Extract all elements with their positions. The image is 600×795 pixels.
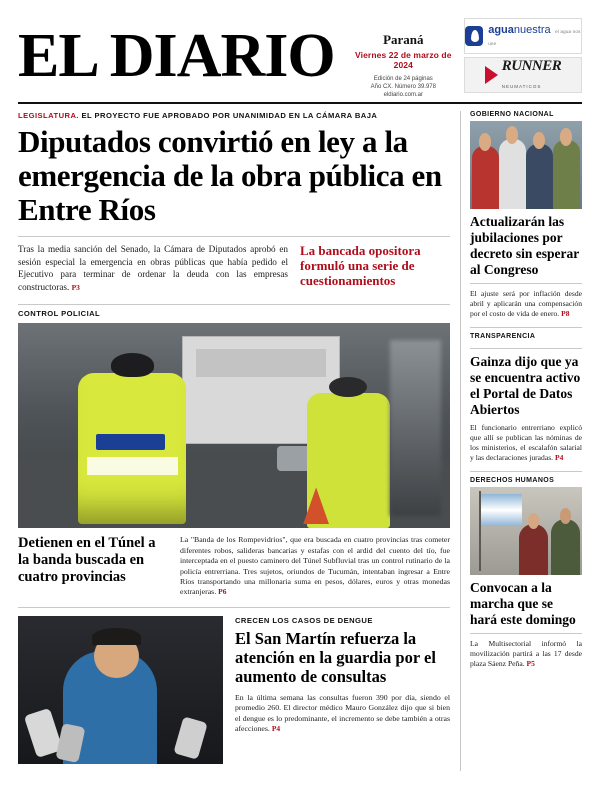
sidebar-body-2: La Multisectorial informó la movilización partirá a las 17 desde plaza Sáenz Peña. P5 xyxy=(470,639,582,668)
sidebar-kicker-2: DERECHOS HUMANOS xyxy=(470,477,555,484)
ad-aguanuestra-tagline: el agua nos une xyxy=(488,29,581,46)
dengue-paragraph: En la última semana las consultas fueron 390 por día, siendo el promedio 260. El director médico Mauro González dijo que si bien el dengue es lo predominante, el incremento se debe también a otras afecciones. xyxy=(235,692,450,734)
lead-body xyxy=(18,236,450,294)
masthead-ads xyxy=(464,18,582,93)
edition-website: eldiario.com.ar xyxy=(383,92,423,98)
lead-page-ref[interactable]: P3 xyxy=(71,282,80,292)
police-headline[interactable]: Detienen en el Túnel a la banda buscada en cuatro provincias xyxy=(18,535,156,586)
ad-runner[interactable] xyxy=(464,57,582,93)
police-kicker: CONTROL POLICIAL xyxy=(18,309,101,319)
water-drop-icon xyxy=(465,26,483,46)
police-body xyxy=(180,535,450,597)
edition-meta xyxy=(353,75,454,99)
retirees-protest-photo xyxy=(470,121,582,209)
police-page-ref[interactable]: P6 xyxy=(218,587,227,597)
sidebar-page-ref-2[interactable]: P5 xyxy=(526,659,535,668)
dengue-body xyxy=(235,693,450,735)
content-grid xyxy=(18,111,582,771)
lead-paragraph: Tras la media sanción del Senado, la Cámara de Diputados aprobó en sesión especial la emergencia en obras públicas que había pedido el Ejecutivo para terminar de ordenar la deuda con las empresas constructoras. xyxy=(18,244,288,292)
dengue-headline[interactable]: El San Martín refuerza la atención en la guardia por el aumento de consultas xyxy=(235,628,436,686)
newspaper-logo: EL DIARIO xyxy=(18,22,335,90)
press-conference-photo xyxy=(18,616,223,764)
edition-date: Viernes 22 de marzo de 2024 xyxy=(355,50,452,70)
lead-subheadline: La bancada opositora formuló una serie de cuestionamientos xyxy=(300,243,421,288)
dengue-page-ref[interactable]: P4 xyxy=(271,724,281,734)
sidebar-headline-0[interactable]: Actualizarán las jubilaciones por decreto sin esperar al Congreso xyxy=(470,214,579,277)
edition-pages: Edición de 24 páginas xyxy=(373,76,433,82)
police-checkpoint-photo xyxy=(18,323,450,528)
police-paragraph: La "Banda de los Rompevidrios", que era buscada en cuatro provincias tras cometer diferentes robos, salideras bancarias y estafas con el ardid del cuento del tío, fue interceptada en el puesto caminero del Túnel Subfluvial tras un control rutinario de la policía entrerriana. Tres sujetos, oriundos de Tucumán, intentaban ingresar a Entre Ríos transportando una millonaria suma en pesos, dólares, euros y otras monedas extranjeras. xyxy=(180,535,450,597)
sidebar-page-ref-1[interactable]: P4 xyxy=(554,453,564,462)
sidebar-column xyxy=(460,111,582,771)
sidebar-item-transparencia xyxy=(470,333,582,463)
lead-kicker-strong: LEGISLATURA. xyxy=(18,111,79,120)
memorial-march-photo xyxy=(470,487,582,575)
masthead-info xyxy=(335,18,464,99)
runner-arrow-icon xyxy=(485,66,498,84)
police-story xyxy=(18,304,450,597)
sidebar-page-ref-0[interactable]: P8 xyxy=(561,309,570,318)
sidebar-kicker-1: TRANSPARENCIA xyxy=(470,333,536,340)
ad-runner-tagline: NEUMATICOS xyxy=(501,84,542,89)
sidebar-kicker-0: GOBIERNO NACIONAL xyxy=(470,111,554,118)
lead-kicker xyxy=(18,111,450,120)
dengue-kicker: CRECEN LOS CASOS DE DENGUE xyxy=(235,615,373,625)
sidebar-body-1: El funcionario entrerriano explicó que allí se publican las nóminas de los ministerios, el escalafón salarial y las declaraciones juradas. P4 xyxy=(470,423,582,462)
sidebar-headline-2[interactable]: Convocan a la marcha que se hará este domingo xyxy=(470,580,576,627)
edition-city: Paraná xyxy=(383,32,424,47)
masthead xyxy=(18,18,582,96)
masthead-divider xyxy=(18,102,582,104)
lead-headline[interactable]: Diputados convirtió en ley a la emergencia de la obra pública en Entre Ríos xyxy=(18,124,442,227)
lead-text xyxy=(18,243,288,294)
lead-kicker-rest: EL PROYECTO FUE APROBADO POR UNANIMIDAD EN LA CÁMARA BAJA xyxy=(78,111,378,120)
sidebar-headline-1[interactable]: Gainza dijo que ya se encuentra activo el Portal de Datos Abiertos xyxy=(470,354,581,417)
sidebar-item-derechos-humanos xyxy=(470,477,582,669)
dengue-story xyxy=(18,607,450,764)
sidebar-item-gobierno-nacional xyxy=(470,111,582,319)
ad-aguanuestra[interactable] xyxy=(464,18,582,54)
main-column xyxy=(18,111,450,771)
ad-runner-name: RUNNER xyxy=(501,58,562,74)
edition-number: Año CX. Número 39.978 xyxy=(370,84,436,90)
ad-aguanuestra-name: aguanuestra xyxy=(488,24,551,36)
sidebar-body-0: El ajuste será por inflación desde abril y aplicarán una compensación por el costo de vida de enero. P8 xyxy=(470,289,582,318)
